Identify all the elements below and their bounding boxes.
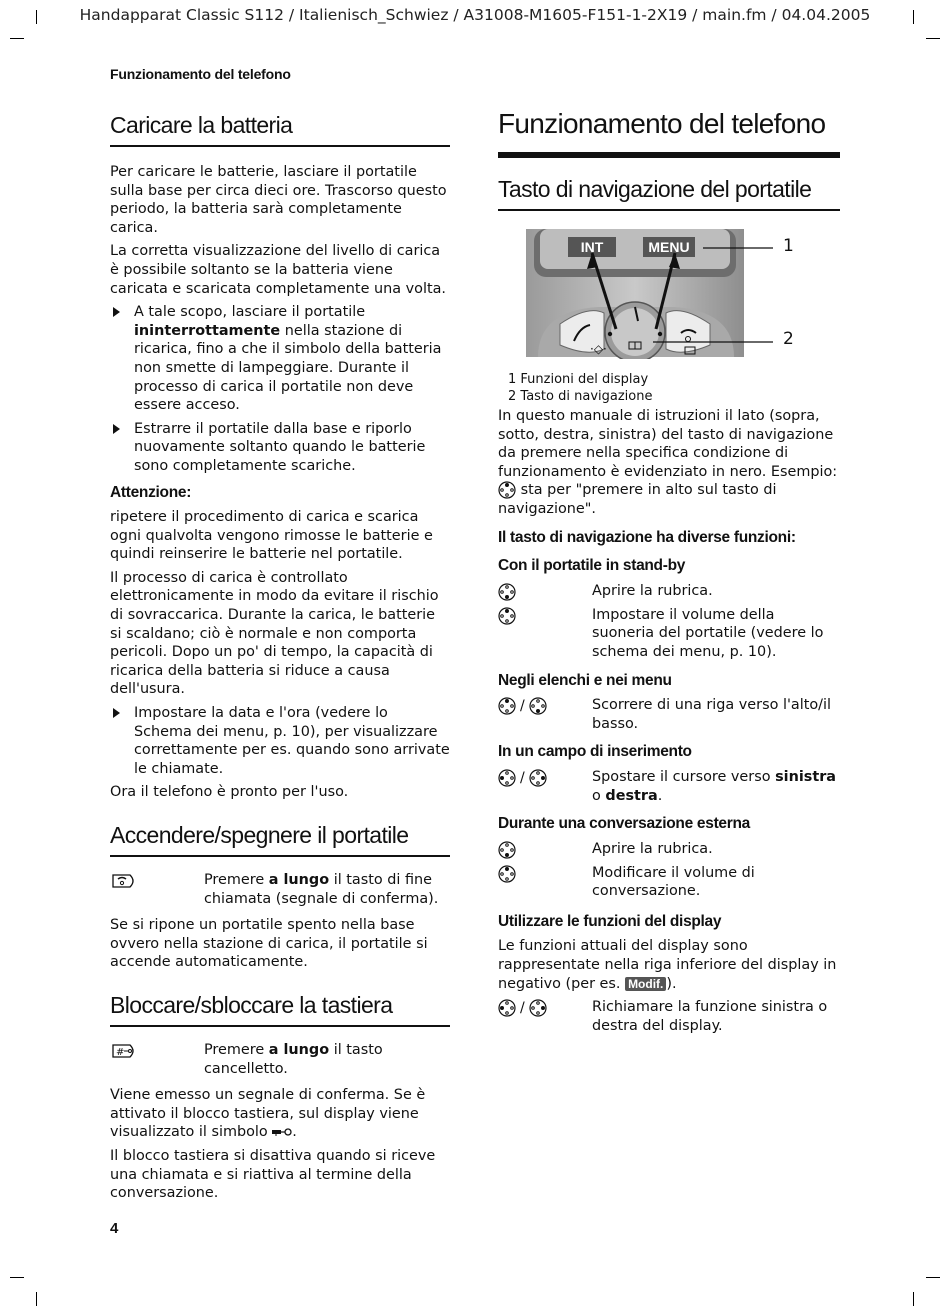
attention-label: Attenzione: [110, 483, 192, 501]
callout-2: 2 [783, 329, 794, 349]
nav-key-right-icon [529, 769, 547, 787]
softkey-int-label: INT [580, 239, 604, 255]
hash-key-icon [110, 1042, 138, 1060]
key-lock-icon [272, 1127, 292, 1137]
bullet-item: Impostare la data e l'ora (vedere lo Schema dei menu, p. 10), per visualizzare correttamente per es. quando sono arrivate le chiamate. [110, 704, 450, 778]
function-row: Aprire la rubrica. [498, 582, 840, 601]
document-header: Handapparat Classic S112 / Italienisch_Schwiez / A31008-M1605-F151-1-2X19 / main.fm / 04.04.2005 [79, 6, 871, 24]
paragraph: Per caricare le batterie, lasciare il portatile sulla base per circa dieci ore. Trascorso questo periodo, la batteria sarà completamente carica. [110, 164, 447, 236]
page-number: 4 [110, 1220, 119, 1237]
function-row: Aprire la rubrica. [498, 840, 840, 859]
nav-key-down-icon [529, 697, 547, 715]
nav-key-up-icon [498, 481, 516, 499]
end-call-key-icon [110, 872, 138, 890]
nav-key-down-icon [498, 583, 516, 601]
bullet-triangle-icon [113, 424, 120, 434]
paragraph: Se si ripone un portatile spento nella base ovvero nella stazione di carica, il portatile si accende automaticamente. [110, 917, 428, 971]
paragraph: ripetere il procedimento di carica e scarica ogni qualvolta vengono rimosse le batterie e quindi reinserire le batterie nel portatile. [110, 509, 433, 563]
function-row: / Spostare il cursore verso sinistra o destra. [498, 768, 840, 805]
paragraph: Ora il telefono è pronto per l'uso. [110, 784, 349, 801]
paragraph: In questo manuale di istruzioni il lato (sopra, sotto, destra, sinistra) del tasto di navigazione da premere nella specifica condizione di funzionamento è evidenziato in nero. Esempio: sta per "premere in alto sul tasto di navigazione". [498, 408, 838, 517]
nav-key-left-icon [498, 999, 516, 1017]
paragraph: Il blocco tastiera si disattiva quando si riceve una chiamata e si riattiva al termine della conversazione. [110, 1147, 436, 1202]
crop-mark [926, 38, 940, 39]
crop-mark [10, 38, 24, 39]
section-title-nav-key: Tasto di navigazione del portatile [498, 176, 840, 211]
crop-mark [926, 1277, 940, 1278]
function-row: / Richiamare la funzione sinistra o destra del display. [498, 998, 840, 1035]
nav-key-up-icon [498, 865, 516, 883]
softkey-menu-label: MENU [648, 239, 690, 255]
nav-key-down-icon [498, 841, 516, 859]
lists-label: Negli elenchi e nei menu [498, 671, 672, 689]
paragraph: Il processo di carica è controllato elettronicamente in modo da evitare il rischio di sovraccarica. Durante la carica, le batterie si scaldano; ciò è normale e non comporta pericoli. Dopo un po' di tempo, la capacità di ricarica della batteria si riduce a causa dell'usura. [110, 569, 439, 698]
crop-mark [10, 1277, 24, 1278]
bullet-triangle-icon [113, 307, 120, 317]
paragraph: Viene emesso un segnale di conferma. Se è attivato il blocco tastiera, sul display viene visualizzato il simbolo . [110, 1087, 426, 1141]
figure-caption-1: 1 Funzioni del display [508, 372, 649, 387]
section-title-keypad-lock: Bloccare/sbloccare la tastiera [110, 992, 450, 1027]
key-instruction-row: Premere a lungo il tasto di fine chiamata (segnale di conferma). [110, 871, 450, 908]
right-column [498, 108, 840, 1040]
paragraph: La corretta visualizzazione del livello di carica è possibile soltanto se la batteria viene caricata e scaricata completamente una volta. [110, 243, 446, 297]
display-label: Utilizzare le funzioni del display [498, 912, 722, 930]
nav-key-up-icon [498, 697, 516, 715]
function-row: Modificare il volume di conversazione. [498, 864, 840, 901]
running-head: Funzionamento del telefono [110, 66, 291, 82]
standby-label: Con il portatile in stand-by [498, 557, 686, 575]
figure-caption-2: 2 Tasto di navigazione [508, 389, 653, 404]
paragraph: Le funzioni attuali del display sono rappresentate nella riga inferiore del display in negativo (per es. Modif. ). [498, 938, 837, 992]
call-label: Durante una conversazione esterna [498, 815, 750, 833]
bullet-triangle-icon [113, 708, 120, 718]
callout-1: 1 [783, 236, 794, 256]
functions-label: Il tasto di navigazione ha diverse funzioni: [498, 528, 796, 546]
section-title-battery: Caricare la batteria [110, 112, 450, 147]
bullet-item: A tale scopo, lasciare il portatile ininterrottamente nella stazione di ricarica, fino a che il simbolo della batteria non smette di lampeggiare. Durante il processo di carica il portatile non deve essere acceso. [110, 303, 450, 415]
section-title-power: Accendere/spegnere il portatile [110, 822, 450, 857]
nav-key-right-icon [529, 999, 547, 1017]
crop-mark [913, 1292, 914, 1306]
input-label: In un campo di inserimento [498, 743, 692, 761]
handset-figure [498, 229, 840, 359]
chapter-title: Funzionamento del telefono [498, 108, 840, 158]
svg-text:·◇·: ·◇· [590, 342, 607, 356]
key-instruction-row: # Premere a lungo il tasto cancelletto. [110, 1041, 450, 1078]
nav-key-left-icon [498, 769, 516, 787]
left-column [110, 112, 450, 1208]
function-row: Impostare il volume della suoneria del portatile (vedere lo schema dei menu, p. 10). [498, 606, 840, 662]
crop-mark [36, 1292, 37, 1306]
bullet-item: Estrarre il portatile dalla base e riporlo nuovamente soltanto quando le batterie sono completamente scariche. [110, 420, 450, 476]
function-row: / Scorrere di una riga verso l'alto/il basso. [498, 696, 840, 733]
nav-key-up-icon [498, 607, 516, 625]
softkey-sample: Modif. [625, 977, 666, 991]
svg-text:#: # [116, 1046, 125, 1058]
